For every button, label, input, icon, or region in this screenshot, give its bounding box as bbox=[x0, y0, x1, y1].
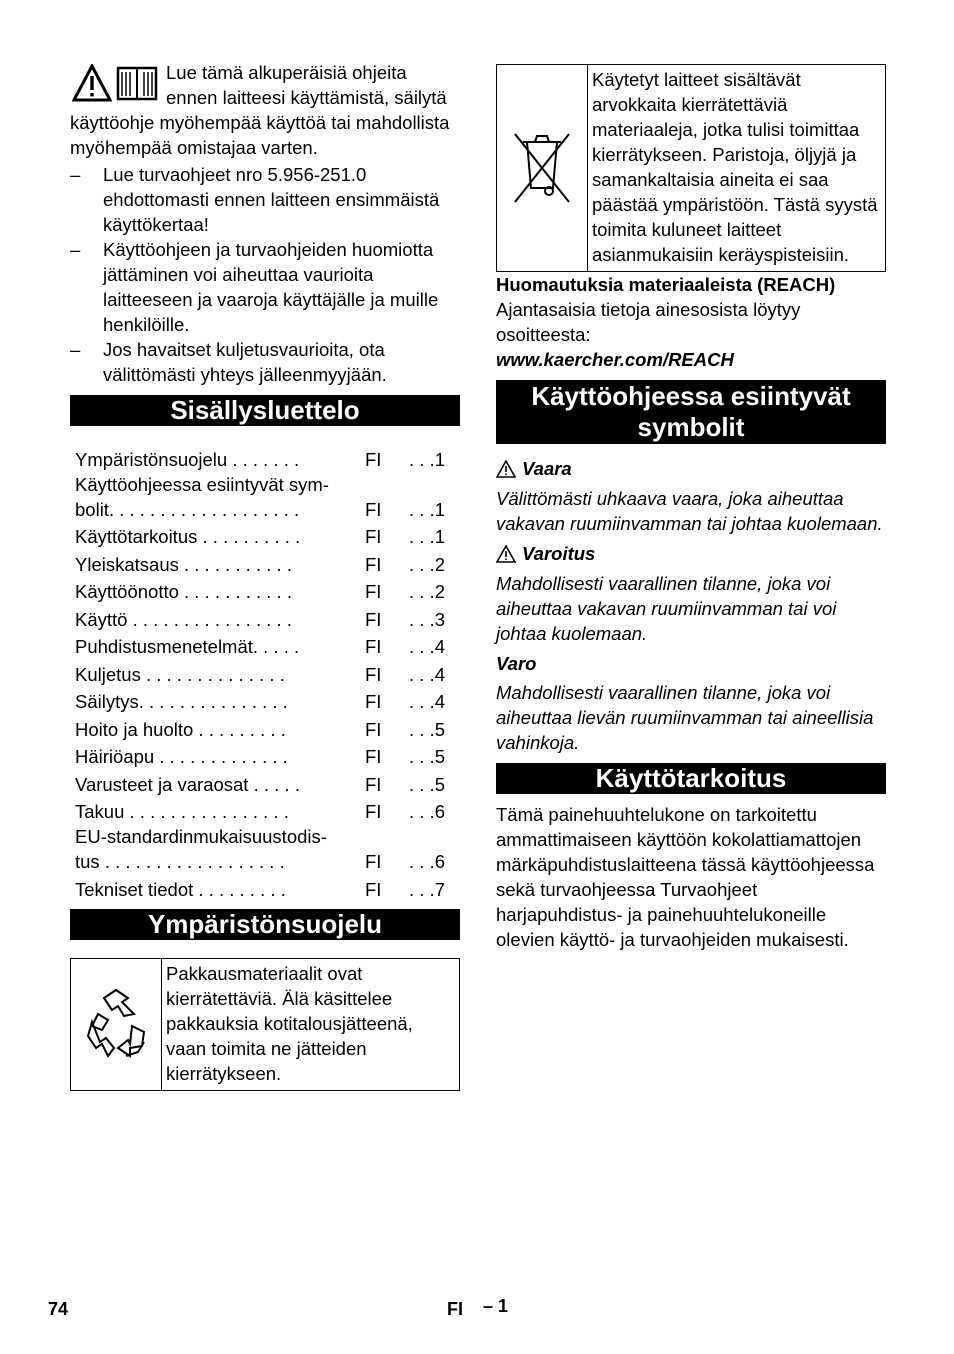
toc-entry-title: Käyttöönotto . . . . . . . . . . . bbox=[75, 581, 292, 602]
recycle-icon bbox=[78, 986, 154, 1062]
purpose-heading: Käyttötarkoitus bbox=[496, 763, 886, 794]
toc-entry-lang: FI bbox=[365, 878, 382, 900]
toc-entry-title: Häiriöapu . . . . . . . . . . . . . bbox=[75, 746, 288, 767]
bullet-item: – Jos havaitset kuljetusvaurioita, ota välittömästi yhteys jälleenmyyjään. bbox=[70, 337, 460, 387]
bullet-item: – Käyttöohjeen ja turvaohjeiden huomiotta jättäminen voi aiheuttaa vaurioita laitteeseen ja vaaroja käyttäjälle ja muille henkilöille. bbox=[70, 237, 460, 337]
toc-row[interactable] bbox=[70, 604, 460, 632]
bullet-item: – Lue turvaohjeet nro 5.956-251.0 ehdottomasti ennen laitteen ensimmäistä käyttökertaa! bbox=[70, 162, 460, 237]
page-number: 74 bbox=[48, 1299, 69, 1319]
toc-entry-lang: FI bbox=[365, 746, 382, 767]
toc-entry-lang: FI bbox=[365, 498, 382, 520]
recycle-icon-cell bbox=[71, 959, 162, 1090]
varo-text: Mahdollisesti vaarallinen tilanne, joka voi aiheuttaa lievän ruumiinvamman tai aineellisia vahinkoja. bbox=[496, 682, 874, 753]
toc-entry-lang: FI bbox=[365, 801, 382, 822]
footer-section-page: – 1 bbox=[483, 1296, 509, 1316]
toc-entry-page: . . .2 bbox=[409, 553, 445, 575]
toc-row[interactable] bbox=[70, 874, 460, 902]
toc-row[interactable] bbox=[70, 444, 460, 472]
toc-entry-title: Kuljetus . . . . . . . . . . . . . . bbox=[75, 663, 285, 685]
reach-link[interactable]: www.kaercher.com/REACH bbox=[496, 349, 734, 370]
reach-text: Ajantasaisia tietoja ainesosista löytyy osoitteesta: bbox=[496, 299, 801, 345]
intro-paragraph bbox=[70, 60, 460, 160]
toc-entry-page: . . .1 bbox=[409, 526, 445, 547]
toc-entry-lang: FI bbox=[365, 636, 382, 657]
toc-entry-title: Varusteet ja varaosat . . . . . bbox=[75, 773, 300, 795]
toc-heading: Sisällysluettelo bbox=[70, 395, 460, 426]
toc-entry-title: Käyttötarkoitus . . . . . . . . . . bbox=[75, 526, 301, 547]
toc-entry-page: . . .2 bbox=[409, 581, 445, 602]
toc-entry-lang: FI bbox=[365, 851, 382, 872]
environment-heading: Ympäristönsuojelu bbox=[70, 909, 460, 940]
toc-entry-title: Puhdistusmenetelmät. . . . . bbox=[75, 636, 300, 657]
toc-entry-lang: FI bbox=[365, 608, 382, 630]
toc-row[interactable] bbox=[70, 472, 460, 522]
toc-entry-page: . . .5 bbox=[409, 746, 445, 767]
toc-entry-page: . . .4 bbox=[409, 663, 445, 685]
weee-icon-cell bbox=[497, 65, 588, 271]
toc-row[interactable] bbox=[70, 549, 460, 577]
toc-entry-title: Hoito ja huolto . . . . . . . . . bbox=[75, 718, 286, 740]
toc-entry-page: . . .6 bbox=[409, 851, 445, 872]
toc-entry-title: Takuu . . . . . . . . . . . . . . . . bbox=[75, 801, 289, 822]
toc-entry-title: Säilytys. . . . . . . . . . . . . . . bbox=[75, 691, 288, 712]
footer-lang: FI bbox=[447, 1299, 463, 1319]
symbols-heading: Käyttöohjeessa esiintyvät symbolit bbox=[496, 380, 886, 444]
warning-icon bbox=[496, 460, 516, 478]
toc-entry-page: . . .6 bbox=[409, 801, 445, 822]
recycle-text: Pakkausmateriaalit ovat kierrätettäviä. Älä käsittelee pakkauksia kotitalousjätteenä, vaan toimita ne jätteiden kierrätykseen. bbox=[166, 962, 413, 1084]
toc-row[interactable] bbox=[70, 687, 460, 715]
manual-book-icon bbox=[116, 64, 158, 102]
toc-entry-page: . . .5 bbox=[409, 773, 445, 795]
vaara-heading bbox=[496, 456, 886, 481]
toc-entry-page: . . .3 bbox=[409, 608, 445, 630]
toc-row[interactable] bbox=[70, 714, 460, 742]
toc-entry-page: . . .1 bbox=[409, 498, 445, 520]
toc-entry-page: . . .4 bbox=[409, 691, 445, 712]
safety-bullet-list bbox=[70, 162, 460, 387]
purpose-text: Tämä painehuuhtelukone on tarkoitettu ammattimaiseen käyttöön kokolattiamattojen märkäpuhdistuslaitteena tässä käyttöohjeessa sekä turvaohjeessa Turvaohjeet harjapuhdistus- ja painehuuhtelukoneille olevien käyttö- ja turvaohjeiden mukaisesti. bbox=[496, 804, 875, 950]
toc-entry-lang: FI bbox=[365, 691, 382, 712]
toc-entry-lang: FI bbox=[365, 663, 382, 685]
toc-entry-lang: FI bbox=[365, 553, 382, 575]
table-of-contents bbox=[70, 444, 460, 902]
toc-entry-lang: FI bbox=[365, 581, 382, 602]
toc-row[interactable] bbox=[70, 522, 460, 550]
recycle-box bbox=[70, 958, 460, 1091]
toc-row[interactable] bbox=[70, 742, 460, 770]
intro-text: Lue tämä alkuperäisiä ohjeita ennen laitteesi käyttämistä, säilytä käyttöohje myöhempää käyttöä tai mahdollista myöhempää omistajaa varten. bbox=[70, 62, 450, 158]
toc-entry-page: . . .5 bbox=[409, 718, 445, 740]
vaara-text: Välittömästi uhkaava vaara, joka aiheuttaa vakavan ruumiinvamman tai johtaa kuolemaan. bbox=[496, 488, 883, 534]
toc-row[interactable] bbox=[70, 824, 460, 874]
right-column bbox=[496, 64, 886, 952]
warning-icon bbox=[496, 545, 516, 563]
reach-heading: Huomautuksia materiaaleista (REACH) bbox=[496, 274, 836, 295]
toc-row[interactable] bbox=[70, 797, 460, 825]
warning-icon bbox=[72, 64, 112, 102]
crossed-bin-icon bbox=[509, 128, 575, 208]
weee-box bbox=[496, 64, 886, 272]
toc-entry-page: . . .4 bbox=[409, 636, 445, 657]
intro-icons bbox=[72, 64, 160, 108]
toc-entry-lang: FI bbox=[365, 773, 382, 795]
toc-entry-lang: FI bbox=[365, 526, 382, 547]
toc-entry-page: . . .1 bbox=[409, 448, 445, 470]
toc-row[interactable] bbox=[70, 659, 460, 687]
toc-row[interactable] bbox=[70, 769, 460, 797]
toc-entry-title: Yleiskatsaus . . . . . . . . . . . bbox=[75, 553, 292, 575]
toc-entry-title: Käyttö . . . . . . . . . . . . . . . . bbox=[75, 608, 292, 630]
toc-entry-title: Tekniset tiedot . . . . . . . . . bbox=[75, 878, 286, 900]
toc-entry-title: EU-standardinmukaisuustodis- tus . . . . . . . . . . . . . . . . . . bbox=[75, 826, 327, 872]
toc-entry-title: Käyttöohjeessa esiintyvät sym- bolit. . . . . . . . . . . . . . . . . . . bbox=[75, 473, 329, 520]
vaara-label: Vaara bbox=[522, 458, 572, 479]
toc-row[interactable] bbox=[70, 577, 460, 605]
toc-entry-lang: FI bbox=[365, 718, 382, 740]
toc-entry-title: Ympäristönsuojelu . . . . . . . bbox=[75, 448, 300, 470]
weee-text: Käytetyt laitteet sisältävät arvokkaita kierrätettäviä materiaaleja, jotka tulisi toimittaa kierrätykseen. Paristoja, öljyjä ja samankaltaisia aineita ei saa päästää ympäristöön. Tästä syystä toimita kuluneet laitteet asianmukaisiin keräyspisteisiin. bbox=[592, 69, 878, 265]
left-column bbox=[70, 60, 460, 1091]
varo-label: Varo bbox=[496, 653, 537, 674]
varoitus-text: Mahdollisesti vaarallinen tilanne, joka voi aiheuttaa vakavan ruumiinvamman tai voi johtaa kuolemaan. bbox=[496, 573, 837, 644]
toc-entry-lang: FI bbox=[365, 448, 382, 470]
toc-row[interactable] bbox=[70, 632, 460, 660]
toc-entry-page: . . .7 bbox=[409, 878, 445, 900]
varoitus-label: Varoitus bbox=[522, 543, 596, 564]
varoitus-heading bbox=[496, 541, 886, 566]
